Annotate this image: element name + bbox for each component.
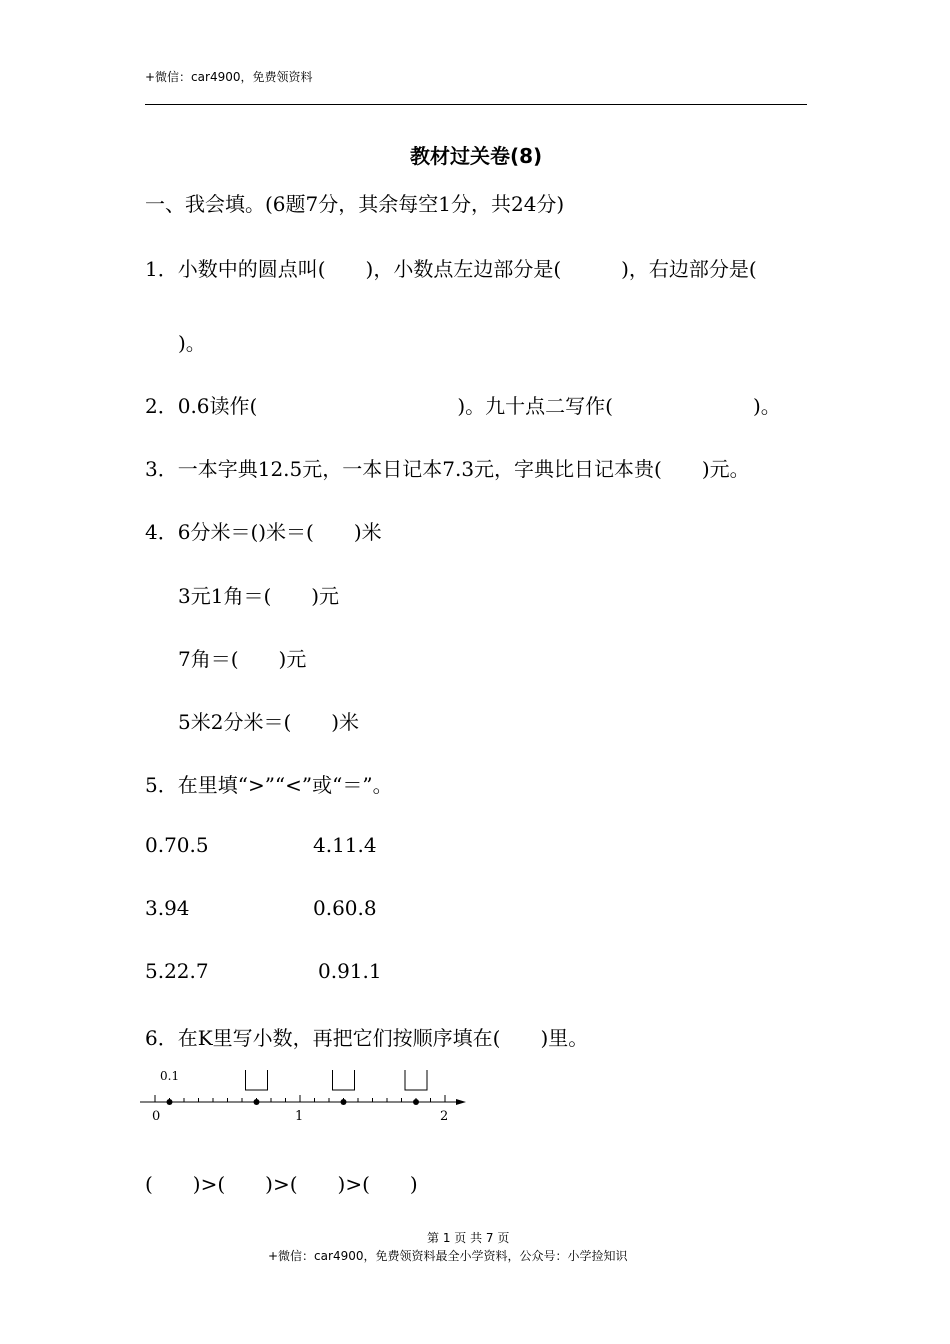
page-title: 教材过关卷(8) xyxy=(410,144,543,168)
numberline-arrow xyxy=(456,1099,466,1105)
section-heading: 一、我会填。(6题7分，其余每空1分，共24分) xyxy=(145,192,565,216)
q5-row1-left: 0.70.5 xyxy=(145,833,209,857)
footer-page-number: 第 1 页 共 7 页 xyxy=(427,1231,510,1245)
numberline-tick-0: 0 xyxy=(152,1109,161,1124)
numberline-point xyxy=(413,1099,419,1105)
q5-row2-left: 3.94 xyxy=(145,896,190,920)
q1-line1: 1．小数中的圆点叫( )，小数点左边部分是( )，右边部分是( xyxy=(145,257,757,281)
q2-line: 2．0.6读作( )。九十点二写作( )。 xyxy=(145,394,781,418)
answer-box xyxy=(405,1070,427,1090)
q6-answer: ( )>( )>( )>( ) xyxy=(145,1172,418,1196)
q5-row2-right: 0.60.8 xyxy=(313,896,377,920)
answer-box xyxy=(246,1070,268,1090)
numberline-tick-2: 2 xyxy=(440,1109,449,1124)
q6-line: 6．在K里写小数，再把它们按顺序填在( )里。 xyxy=(145,1026,589,1050)
q5-row3-right: 0.91.1 xyxy=(318,959,382,983)
numberline-unit-label: 0.1 xyxy=(160,1069,180,1083)
header-note: +微信：car4900，免费领资料 xyxy=(145,70,313,84)
q3-line: 3．一本字典12.5元，一本日记本7.3元，字典比日记本贵( )元。 xyxy=(145,457,750,481)
q4-line2: 3元1角＝( )元 xyxy=(178,584,340,608)
number-line xyxy=(140,1068,470,1128)
numberline-point xyxy=(341,1099,347,1105)
q4-line4: 5米2分米＝( )米 xyxy=(178,710,360,734)
header-rule xyxy=(145,104,807,105)
footer-note: +微信：car4900，免费领资料最全小学资料，公众号：小学捡知识 xyxy=(268,1249,628,1263)
q5-row3-left: 5.22.7 xyxy=(145,959,209,983)
q5-row1-right: 4.11.4 xyxy=(313,833,377,857)
answer-box xyxy=(333,1070,355,1090)
q4-line1: 4．6分米＝()米＝( )米 xyxy=(145,520,382,544)
numberline-point xyxy=(254,1099,260,1105)
q1-line2: )。 xyxy=(178,331,206,355)
q5-line: 5．在里填“>”“<”或“＝”。 xyxy=(145,773,393,797)
numberline-point xyxy=(167,1099,173,1105)
q4-line3: 7角＝( )元 xyxy=(178,647,307,671)
numberline-tick-1: 1 xyxy=(295,1109,304,1124)
